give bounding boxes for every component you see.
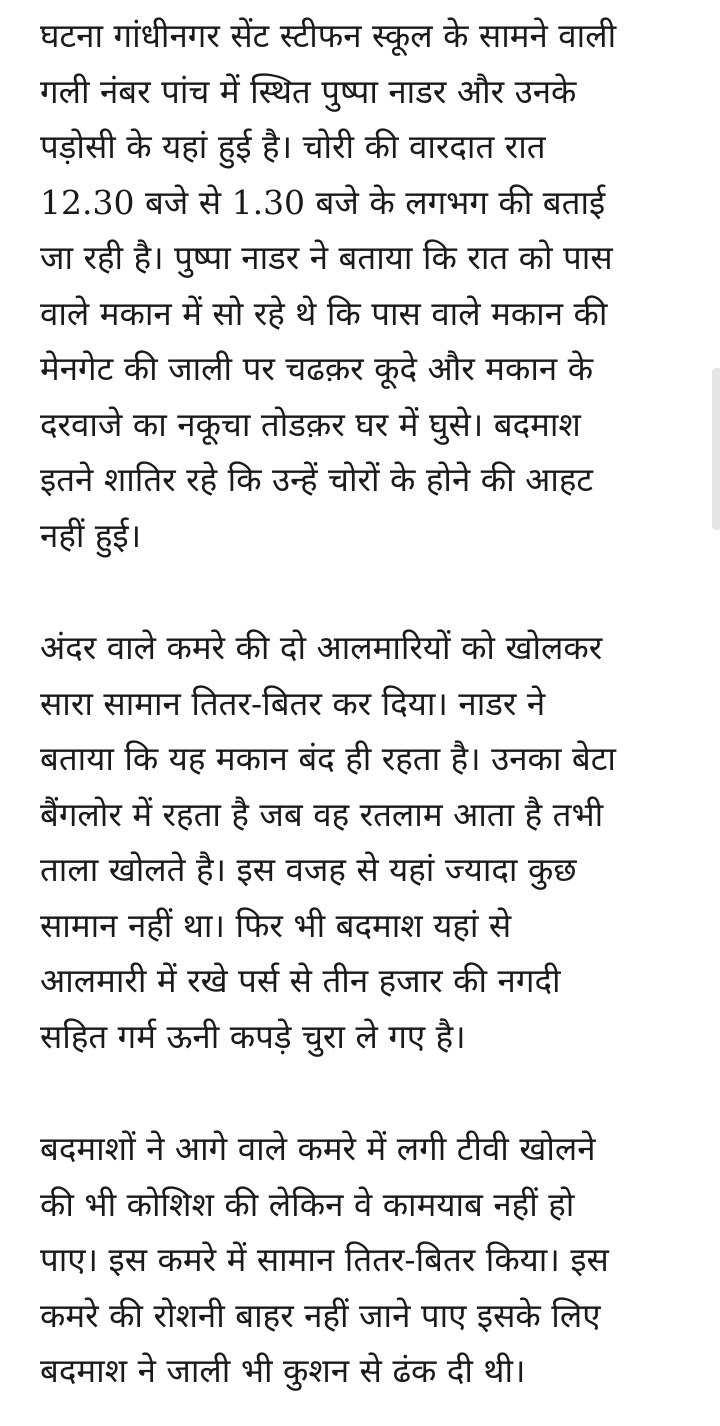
text-line: सामान नहीं था। फिर भी बदमाश यहां से — [40, 905, 512, 945]
text-line: बताया कि यह मकान बंद ही रहता है। उनका बेटा — [40, 739, 616, 778]
paragraph-1 — [40, 8, 690, 563]
scrollbar-thumb[interactable] — [712, 368, 720, 530]
text-line: सारा सामान तितर-बितर कर दिया। नाडर ने — [40, 683, 546, 723]
text-line: गली नंबर पांच में स्थित पुष्पा नाडर और उनके — [40, 71, 577, 111]
text-line: पड़ोसी के यहां हुई है। चोरी की वारदात रात — [40, 127, 546, 166]
paragraph-3 — [40, 1121, 690, 1399]
text-line: बैंगलोर में रहता है जब वह रतलाम आता है तभी — [40, 794, 604, 834]
text-line: की भी कोशिश की लेकिन वे कामयाब नहीं हो — [40, 1184, 575, 1224]
text-line: इतने शातिर रहे कि उन्हें चोरों के होने की आहट — [40, 460, 594, 499]
text-line: आलमारी में रखे पर्स से तीन हजार की नगदी — [40, 961, 561, 1000]
text-line: बदमाशों ने आगे वाले कमरे में लगी टीवी खोलने — [40, 1129, 596, 1168]
text-line: बदमाश ने जाली भी कुशन से ढंक दी थी। — [40, 1351, 526, 1390]
text-line: कमरे की रोशनी बाहर नहीं जाने पाए इसके लिए — [40, 1295, 601, 1335]
article-body — [40, 8, 690, 1399]
text-line: पाए। इस कमरे में सामान तितर-बितर किया। इस — [40, 1240, 609, 1279]
paragraph-2 — [40, 620, 690, 1064]
text-line: ताला खोलते है। इस वजह से यहां ज्यादा कुछ — [40, 850, 577, 889]
text-line: सहित गर्म ऊनी कपड़े चुरा ले गए है। — [40, 1016, 466, 1056]
text-line: मेनगेट की जाली पर चढक़र कूदे और मकान के — [40, 349, 594, 388]
text-line: जा रही है। पुष्पा नाडर ने बताया कि रात को पास — [40, 238, 613, 277]
text-line: नहीं हुई। — [40, 515, 142, 555]
text-line: घटना गांधीनगर सेंट स्टीफन स्कूल के सामने वाली — [40, 16, 617, 55]
text-line: दरवाजे का नकूचा तोडक़र घर में घुसे। बदमाश — [40, 404, 581, 444]
text-line: अंदर वाले कमरे की दो आलमारियों को खोलकर — [40, 628, 603, 667]
text-line: 12.30 बजे से 1.30 बजे के लगभग की बताई — [40, 182, 606, 222]
text-line: वाले मकान में सो रहे थे कि पास वाले मकान की — [40, 293, 608, 333]
